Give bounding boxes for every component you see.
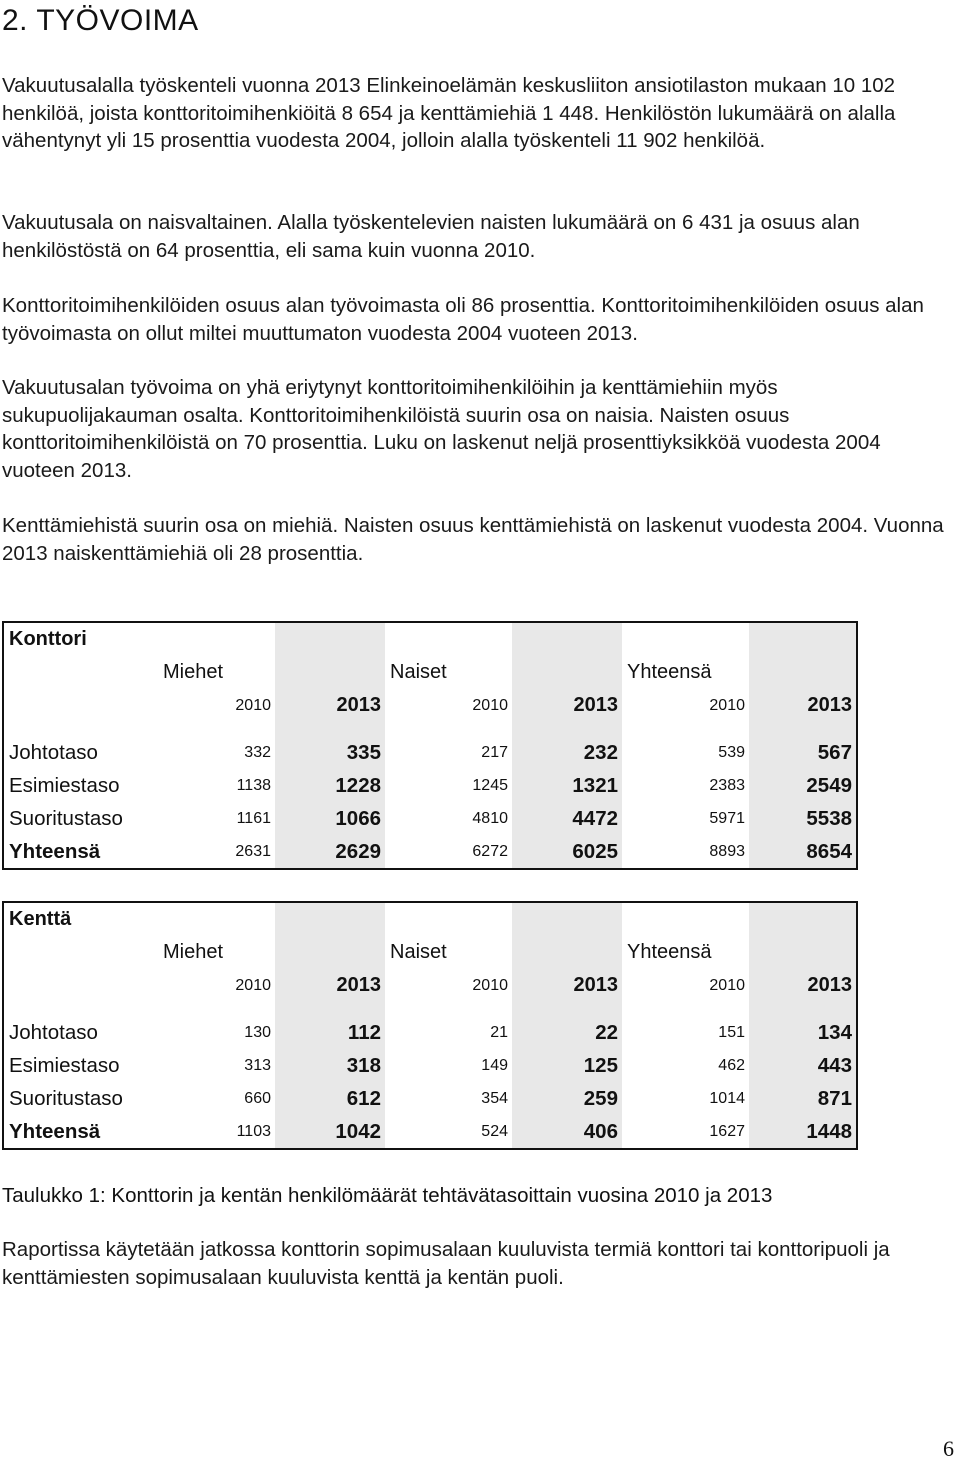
row-label: Yhteensä bbox=[9, 839, 101, 863]
table-cell: 660 bbox=[244, 1089, 271, 1107]
paragraph-field-staff: Kenttämiehistä suurin osa on miehiä. Naisten osuus kenttämiehistä on laskenut vuodesta 2004. Vuonna 2013 naiskenttämiehiä oli 28 prosenttia. bbox=[2, 514, 944, 565]
table-cell: 5971 bbox=[709, 809, 745, 827]
table-cell: 130 bbox=[244, 1023, 271, 1041]
year-header: 2010 bbox=[235, 976, 271, 994]
table-cell: 6025 bbox=[512, 835, 622, 869]
year-header: 2010 bbox=[472, 696, 508, 714]
year-header: 2010 bbox=[235, 696, 271, 714]
paragraph-office-share: Konttoritoimihenkilöiden osuus alan työvoimasta oli 86 prosenttia. Konttoritoimihenkilöiden osuus alan työvoimasta on ollut miltei muuttumaton vuodesta 2004 vuoteen 2013. bbox=[2, 294, 924, 345]
paragraph-female-share: Vakuutusala on naisvaltainen. Alalla työskentelevien naisten lukumäärä on 6 431 ja osuus alan henkilöstöstä on 64 prosenttia, eli sama kuin vuonna 2010. bbox=[2, 211, 860, 262]
table-cell: 4472 bbox=[512, 802, 622, 835]
table-cell: 1228 bbox=[275, 769, 385, 802]
year-header: 2013 bbox=[749, 969, 857, 1002]
table-cell: 1042 bbox=[275, 1115, 385, 1149]
table-cell: 232 bbox=[512, 736, 622, 769]
table-cell: 2549 bbox=[749, 769, 857, 802]
year-header: 2013 bbox=[275, 689, 385, 722]
group-header-men: Miehet bbox=[163, 941, 224, 963]
table-cell: 1014 bbox=[709, 1089, 745, 1107]
table-cell: 2631 bbox=[235, 842, 271, 860]
table-cell: 1103 bbox=[236, 1122, 271, 1140]
table-row-total bbox=[3, 1115, 857, 1149]
year-header: 2013 bbox=[275, 969, 385, 1002]
table-row bbox=[3, 1049, 857, 1082]
table-cell: 22 bbox=[512, 1016, 622, 1049]
table-cell: 112 bbox=[275, 1016, 385, 1049]
row-label: Suoritustaso bbox=[9, 1086, 123, 1110]
table-row bbox=[3, 802, 857, 835]
year-header: 2013 bbox=[512, 969, 622, 1002]
table-cell: 151 bbox=[718, 1023, 745, 1041]
group-header-total: Yhteensä bbox=[627, 661, 712, 683]
group-header-men: Miehet bbox=[163, 661, 224, 683]
office-headcount-table bbox=[2, 621, 858, 870]
row-label: Yhteensä bbox=[9, 1119, 101, 1143]
table-cell: 443 bbox=[749, 1049, 857, 1082]
paragraph-gender-distribution: Vakuutusalan työvoima on yhä eriytynyt konttoritoimihenkilöihin ja kenttämiehiin myös sukupuolijakauman osalta. Konttoritoimihenkilöistä suurin osa on naisia. Naisten osuus konttoritoimihenkilöistä on 70 prosenttia. Luku on laskenut neljä prosenttiyksikköä vuodesta 2004 vuoteen 2013. bbox=[2, 376, 881, 482]
table-cell: 6272 bbox=[472, 842, 508, 860]
table-cell: 318 bbox=[275, 1049, 385, 1082]
table-row-total bbox=[3, 835, 857, 869]
table-cell: 871 bbox=[749, 1082, 857, 1115]
table-cell: 8893 bbox=[709, 842, 745, 860]
table-caption: Taulukko 1: Konttorin ja kentän henkilömäärät tehtävätasoittain vuosina 2010 ja 2013 bbox=[2, 1184, 773, 1207]
table-cell: 217 bbox=[481, 743, 508, 761]
table-cell: 134 bbox=[749, 1016, 857, 1049]
table-cell: 462 bbox=[718, 1056, 745, 1074]
year-header: 2010 bbox=[472, 976, 508, 994]
table-heading: Kenttä bbox=[9, 908, 72, 930]
year-header: 2010 bbox=[709, 696, 745, 714]
row-label: Johtotaso bbox=[9, 740, 98, 764]
table-cell: 8654 bbox=[749, 835, 857, 869]
table-cell: 1161 bbox=[236, 809, 271, 827]
table-cell: 313 bbox=[244, 1056, 271, 1074]
table-row bbox=[3, 1016, 857, 1049]
row-label: Suoritustaso bbox=[9, 806, 123, 830]
table-cell: 1448 bbox=[749, 1115, 857, 1149]
year-header: 2013 bbox=[749, 689, 857, 722]
row-label: Johtotaso bbox=[9, 1020, 98, 1044]
table-cell: 2383 bbox=[709, 776, 745, 794]
table-row bbox=[3, 1082, 857, 1115]
table-cell: 5538 bbox=[749, 802, 857, 835]
group-header-total: Yhteensä bbox=[627, 941, 712, 963]
paragraph-workforce-size: Vakuutusalalla työskenteli vuonna 2013 Elinkeinoelämän keskusliiton ansiotilaston mukaan 10 102 henkilöä, joista konttoritoimihenkiöitä 8 654 ja kenttämiehiä 1 448. Henkilöstön lukumäärä on alalla vähentynyt yli 15 prosenttia vuodesta 2004, jolloin alalla työskenteli 11 902 henkilöä. bbox=[2, 74, 896, 153]
table-cell: 335 bbox=[275, 736, 385, 769]
field-headcount-table bbox=[2, 901, 858, 1150]
group-header-women: Naiset bbox=[390, 661, 447, 683]
table-cell: 1138 bbox=[236, 776, 271, 794]
group-header-women: Naiset bbox=[390, 941, 447, 963]
table-cell: 539 bbox=[718, 743, 745, 761]
row-label: Esimiestaso bbox=[9, 773, 120, 797]
year-header: 2010 bbox=[709, 976, 745, 994]
table-cell: 406 bbox=[512, 1115, 622, 1149]
table-heading: Konttori bbox=[9, 628, 87, 650]
paragraph-terminology: Raportissa käytetään jatkossa konttorin sopimusalaan kuuluvista termiä konttori tai konttoripuoli ja kenttämiesten sopimusalaan kuuluvista kenttä ja kentän puoli. bbox=[2, 1238, 890, 1289]
table-cell: 4810 bbox=[472, 809, 508, 827]
table-row bbox=[3, 769, 857, 802]
table-cell: 1627 bbox=[709, 1122, 745, 1140]
table-cell: 612 bbox=[275, 1082, 385, 1115]
row-label: Esimiestaso bbox=[9, 1053, 120, 1077]
table-cell: 1321 bbox=[512, 769, 622, 802]
table-cell: 1245 bbox=[472, 776, 508, 794]
page-number: 6 bbox=[943, 1436, 954, 1461]
table-cell: 332 bbox=[244, 743, 271, 761]
table-cell: 259 bbox=[512, 1082, 622, 1115]
page-title: 2. TYÖVOIMA bbox=[2, 4, 199, 37]
table-row bbox=[3, 736, 857, 769]
table-cell: 524 bbox=[481, 1122, 508, 1140]
table-cell: 21 bbox=[490, 1023, 508, 1041]
table-cell: 2629 bbox=[275, 835, 385, 869]
table-cell: 1066 bbox=[275, 802, 385, 835]
table-cell: 354 bbox=[481, 1089, 508, 1107]
table-cell: 149 bbox=[481, 1056, 508, 1074]
year-header: 2013 bbox=[512, 689, 622, 722]
table-cell: 567 bbox=[749, 736, 857, 769]
table-cell: 125 bbox=[512, 1049, 622, 1082]
